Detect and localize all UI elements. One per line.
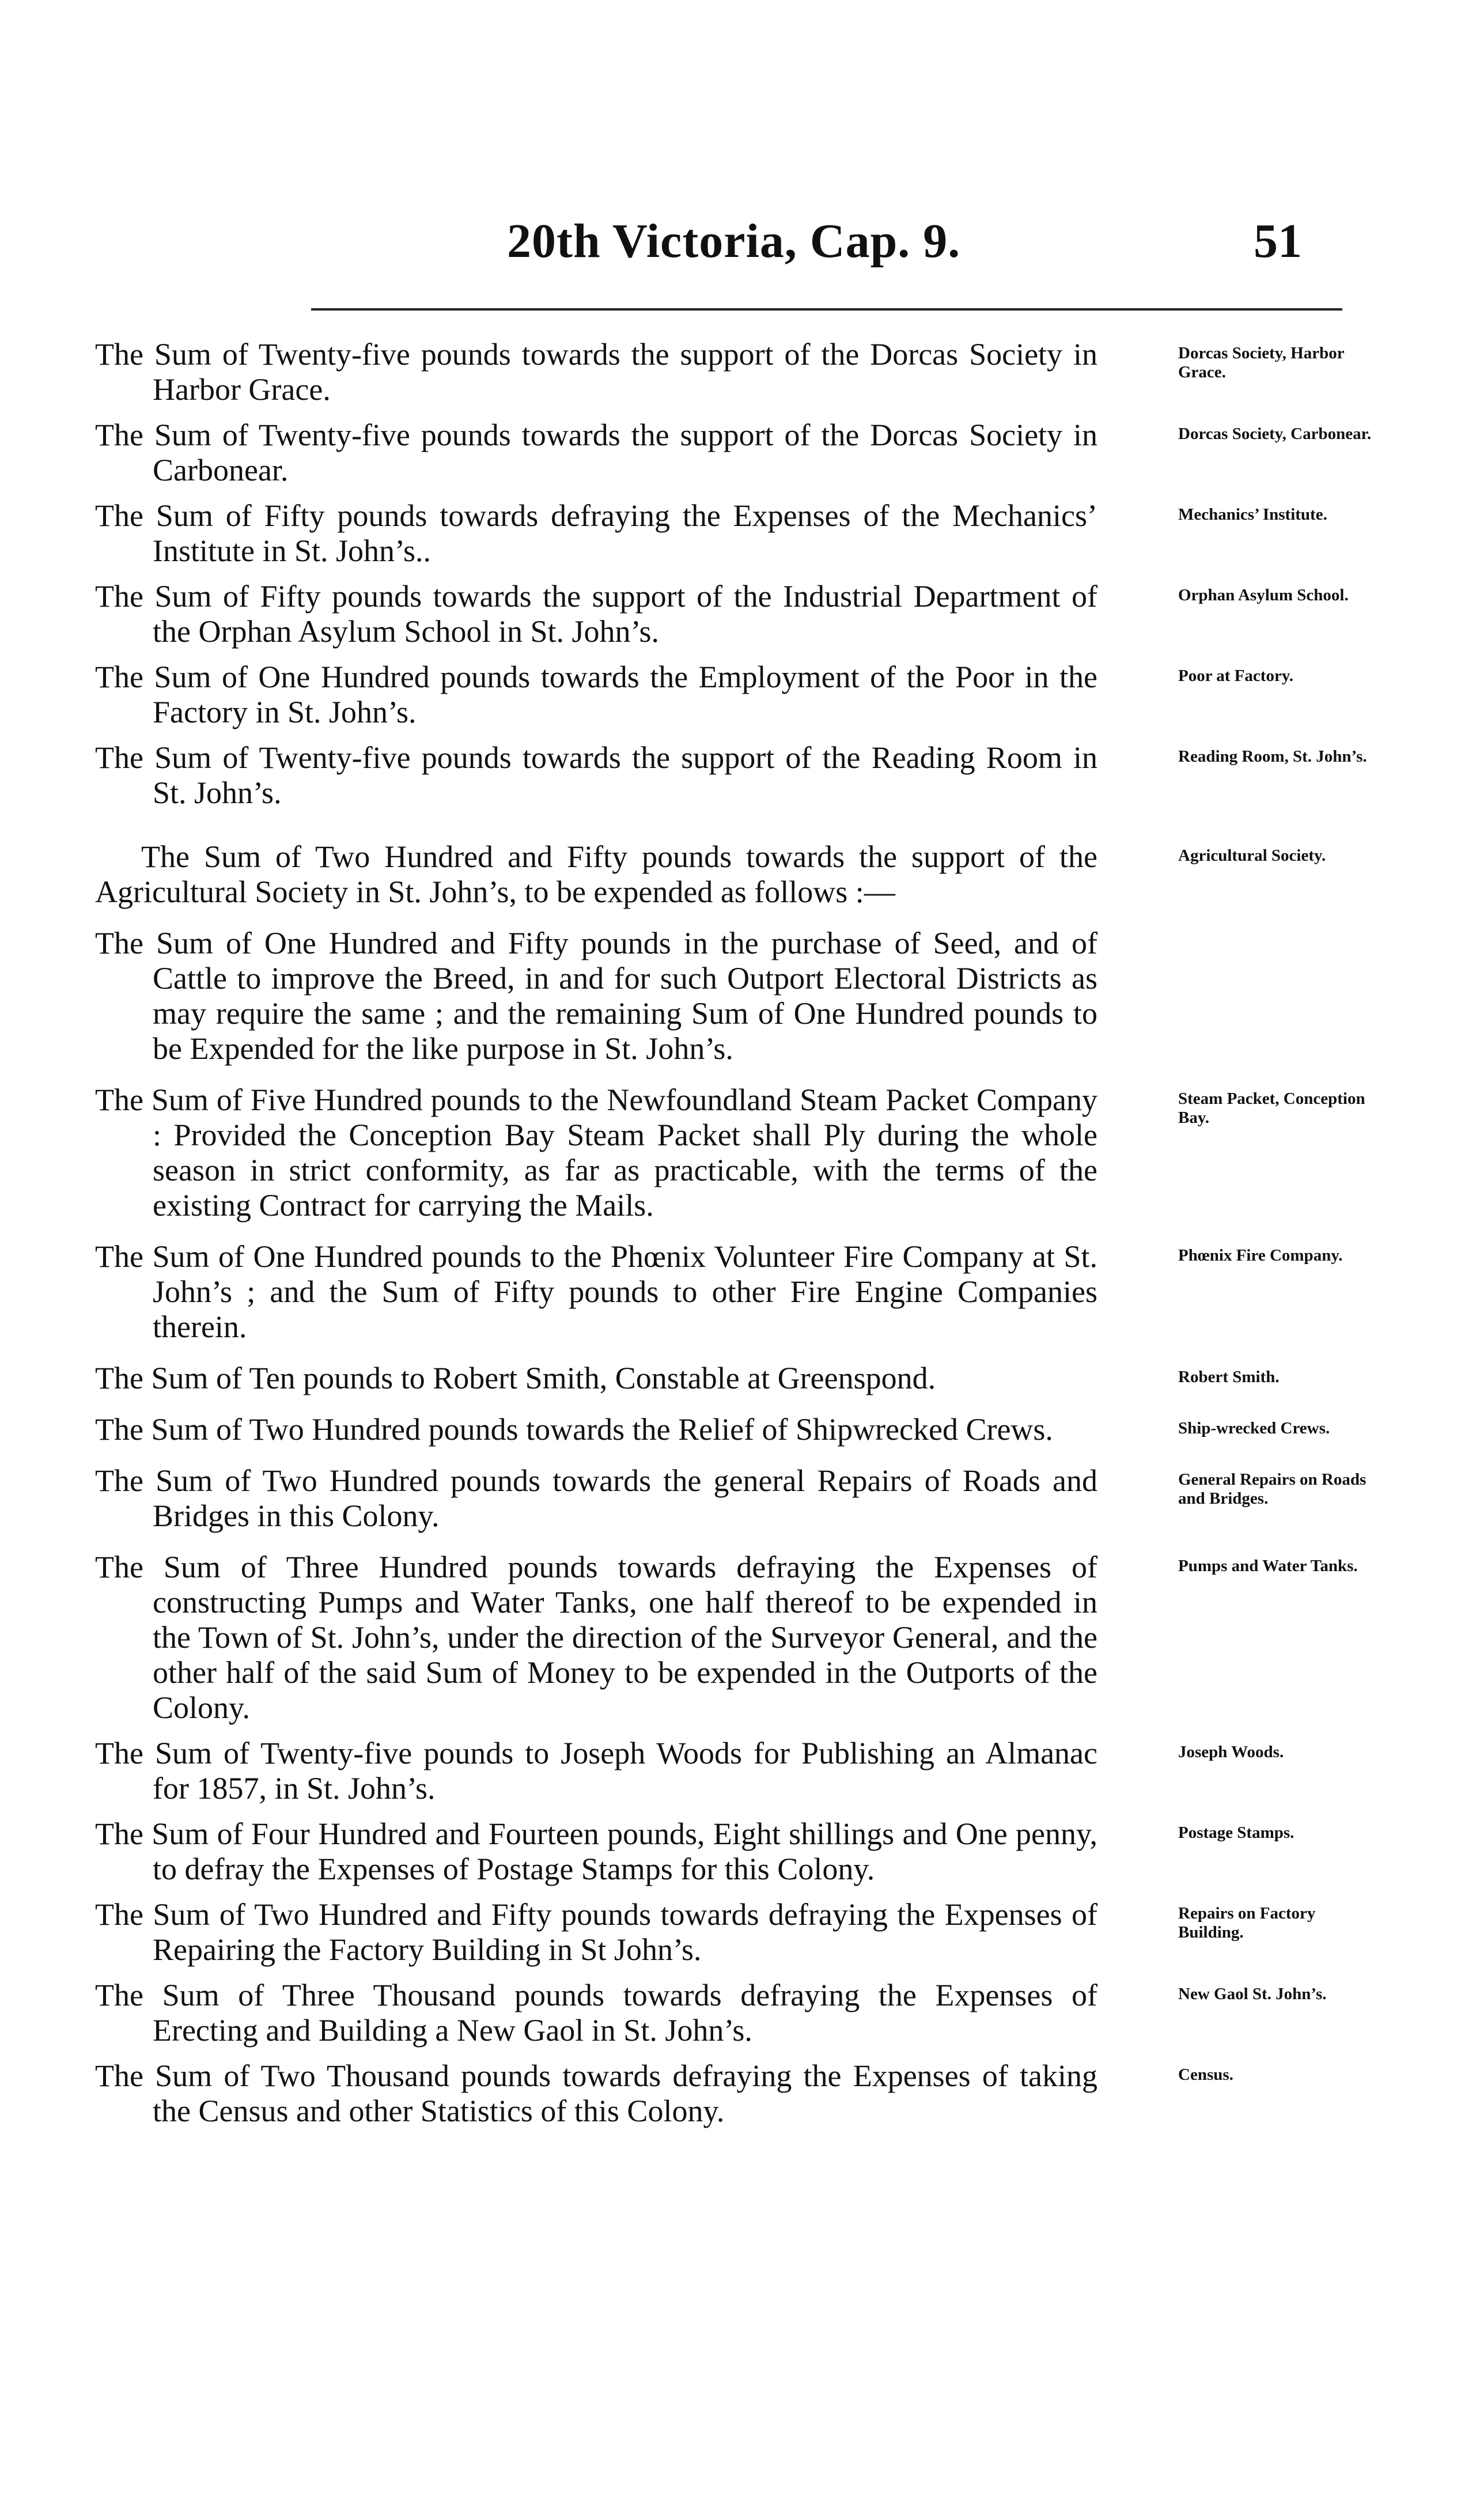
entry-text: The Sum of One Hundred and Fifty pounds in the purchase of Seed, and of Cattle to improve the Breed, in and for such Outport Electoral Districts as may require the same ; and the remaining Sum of One Hundred pounds to be Expended for the like purpose in St. John’s. [95,926,1097,1066]
entry-shipwrecked-crews [95,1412,1374,1447]
entry-mechanics-institute [95,498,1374,569]
entry-agricultural-society [95,839,1374,910]
entry-dorcas-harbor-grace [95,337,1374,407]
marginal-note: Dorcas Society, Carbonear. [1178,425,1372,443]
entry-roads-bridges [95,1463,1374,1534]
page-number: 51 [1254,214,1302,268]
marginal-note: Postage Stamps. [1178,1823,1295,1842]
entry-text: The Sum of Fifty pounds towards the support of the Industrial Department of the Orphan Asylum School in St. John’s. [95,579,1097,649]
marginal-note: Pumps and Water Tanks. [1178,1557,1358,1575]
marginal-note: Census. [1178,2065,1233,2084]
entry-text: The Sum of Five Hundred pounds to the Newfoundland Steam Packet Company : Provided the Conception Bay Steam Packet shall Ply during the whole season in strict conformity, as far as practicable, with the terms of the existing Contract for carrying the Mails. [95,1083,1097,1223]
entry-text: The Sum of Three Hundred pounds towards defraying the Expenses of constructing Pumps and Water Tanks, one half thereof to be expended in the Town of St. John’s, under the direction of the Surveyor General, and the other half of the said Sum of Money to be expended in the Outports of the Colony. [95,1550,1097,1725]
marginal-note: Agricultural Society. [1178,846,1326,865]
marginal-note: Steam Packet, Conception Bay. [1178,1089,1365,1127]
marginal-note: Repairs on Factory Building. [1178,1904,1316,1942]
entry-text: The Sum of Two Hundred pounds towards the general Repairs of Roads and Bridges in this Colony. [95,1463,1097,1533]
entry-text: The Sum of Twenty-five pounds towards the support of the Dorcas Society in Harbor Grace. [95,337,1097,407]
entry-text: The Sum of Four Hundred and Fourteen pounds, Eight shillings and One penny, to defray the Expenses of Postage Stamps for this Colony. [95,1817,1097,1886]
entry-factory-repairs [95,1897,1374,1967]
entry-dorcas-carbonear [95,418,1374,488]
entry-postage-stamps [95,1817,1374,1887]
entry-orphan-asylum [95,579,1374,649]
marginal-note: Ship-wrecked Crews. [1178,1419,1330,1437]
entry-text: The Sum of Two Hundred and Fifty pounds towards defraying the Expenses of Repairing the Factory Building in St John’s. [95,1897,1097,1967]
entry-robert-smith [95,1361,1374,1396]
marginal-note: Dorcas Society, Harbor Grace. [1178,344,1345,381]
entry-phoenix-fire [95,1239,1374,1345]
entry-seed-cattle [95,926,1374,1066]
marginal-note: Orphan Asylum School. [1178,586,1349,604]
marginal-note: Reading Room, St. John’s. [1178,747,1367,766]
entry-text: The Sum of Twenty-five pounds towards the support of the Dorcas Society in Carbonear. [95,418,1097,487]
marginal-note: General Repairs on Roads and Bridges. [1178,1470,1367,1508]
entry-reading-room [95,740,1374,811]
entry-text: The Sum of One Hundred pounds to the Phœnix Volunteer Fire Company at St. John’s ; and the Sum of Fifty pounds to other Fire Engine Companies therein. [95,1239,1097,1344]
entry-poor-factory [95,660,1374,730]
entry-new-gaol [95,1978,1374,2048]
marginal-note: New Gaol St. John’s. [1178,1985,1327,2003]
entry-text: The Sum of Three Thousand pounds towards defraying the Expenses of Erecting and Building a New Gaol in St. John’s. [95,1978,1097,2048]
entry-text: The Sum of Two Hundred pounds towards the Relief of Shipwrecked Crews. [95,1412,1053,1447]
running-title: 20th Victoria, Cap. 9. [507,214,961,268]
entry-census [95,2059,1374,2129]
marginal-note: Phœnix Fire Company. [1178,1246,1343,1265]
page-header [0,213,1461,277]
entry-text: The Sum of Two Thousand pounds towards defraying the Expenses of taking the Census and other Statistics of this Colony. [95,2059,1097,2128]
marginal-note [1178,926,1374,933]
entry-text: The Sum of Fifty pounds towards defraying the Expenses of the Mechanics’ Institute in St. John’s.. [95,498,1097,568]
entry-text: The Sum of Twenty-five pounds towards the support of the Reading Room in St. John’s. [95,740,1097,810]
entry-steam-packet [95,1083,1374,1223]
entry-pumps-water-tanks [95,1550,1374,1726]
marginal-note: Mechanics’ Institute. [1178,505,1327,524]
marginal-note: Joseph Woods. [1178,1743,1284,1761]
entry-text: The Sum of One Hundred pounds towards the Employment of the Poor in the Factory in St. John’s. [95,660,1097,729]
entry-text: The Sum of Ten pounds to Robert Smith, Constable at Greenspond. [95,1361,936,1395]
document-body [95,337,1374,2139]
entry-text: The Sum of Two Hundred and Fifty pounds towards the support of the Agricultural Society in St. John’s, to be expended as follows :— [95,839,1097,909]
entry-text: The Sum of Twenty-five pounds to Joseph Woods for Publishing an Almanac for 1857, in St. John’s. [95,1736,1097,1806]
marginal-note: Robert Smith. [1178,1368,1280,1386]
header-rule [311,308,1342,311]
entry-joseph-woods [95,1736,1374,1806]
marginal-note: Poor at Factory. [1178,667,1293,685]
